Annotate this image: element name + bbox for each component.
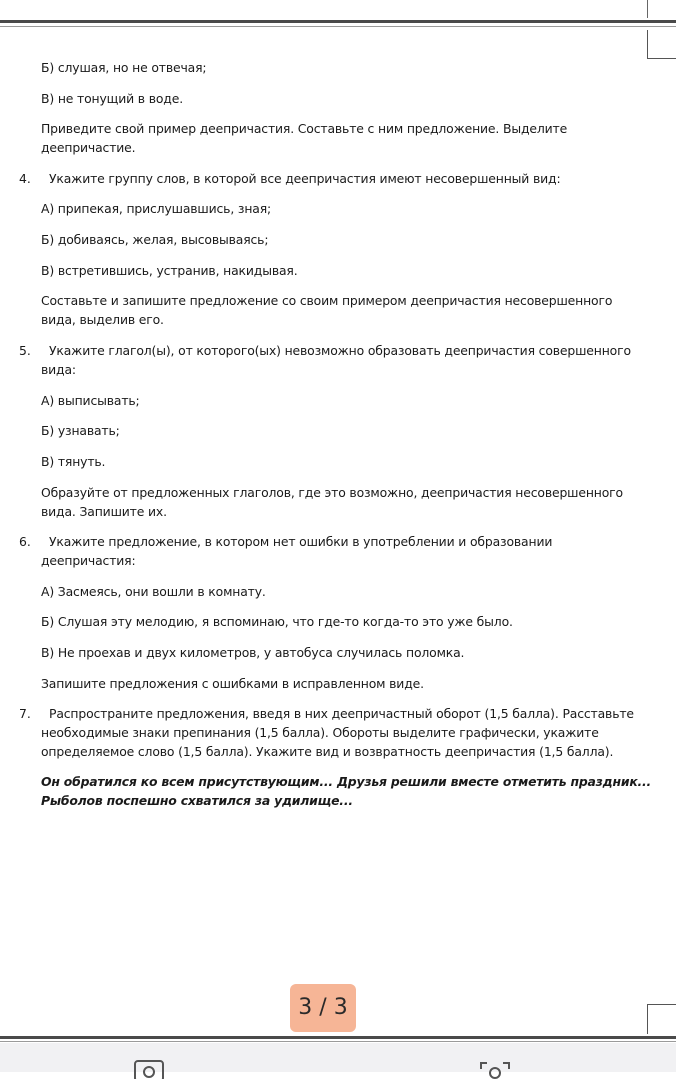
question-number: 5. bbox=[19, 343, 31, 358]
question-text: вида: bbox=[41, 362, 76, 377]
question-number: 4. bbox=[19, 171, 31, 186]
bottom-toolbar bbox=[0, 1043, 676, 1072]
option-line: А) Засмеясь, они вошли в комнату. bbox=[41, 584, 266, 599]
page-top-border-thin bbox=[0, 26, 676, 27]
question-number: 6. bbox=[19, 534, 31, 549]
option-line: А) припекая, прислушавшись, зная; bbox=[41, 201, 272, 216]
task-line: деепричастие. bbox=[41, 140, 136, 155]
page-bottom-border bbox=[0, 1036, 676, 1039]
option-line: Б) слушая, но не отвечая; bbox=[41, 60, 207, 75]
image-icon[interactable] bbox=[132, 1059, 166, 1079]
task-line: Образуйте от предложенных глаголов, где это возможно, деепричастия несовершенного bbox=[41, 485, 623, 500]
page-indicator[interactable]: 3 / 3 bbox=[290, 984, 356, 1032]
question-text: деепричастия: bbox=[41, 553, 136, 568]
page-top-border bbox=[0, 20, 676, 23]
option-line: В) Не проехав и двух километров, у автобуса случилась поломка. bbox=[41, 645, 465, 660]
option-line: А) выписывать; bbox=[41, 393, 140, 408]
page-bottom-border-thin bbox=[0, 1041, 676, 1042]
page-thumbnail-corner[interactable] bbox=[647, 30, 676, 59]
option-line: В) тянуть. bbox=[41, 454, 106, 469]
task-line: вида. Запишите их. bbox=[41, 504, 167, 519]
option-line: Б) узнавать; bbox=[41, 423, 120, 438]
page-thumbnail-corner[interactable] bbox=[647, 1004, 676, 1034]
top-divider bbox=[647, 0, 648, 18]
task-line: вида, выделив его. bbox=[41, 312, 164, 327]
task-line: Приведите свой пример деепричастия. Составьте с ним предложение. Выделите bbox=[41, 121, 568, 136]
question-text: необходимые знаки препинания (1,5 балла). Обороты выделите графически, укажите bbox=[41, 725, 599, 740]
task-line: Составьте и запишите предложение со своим примером деепричастия несовершенного bbox=[41, 293, 613, 308]
option-line: В) не тонущий в воде. bbox=[41, 91, 183, 106]
question-text: определяемое слово (1,5 балла). Укажите вид и возвратность деепричастия (1,5 балла). bbox=[41, 744, 614, 759]
question-text: Распространите предложения, введя в них деепричастный оборот (1,5 балла). Расставьте bbox=[49, 706, 634, 721]
task-line: Запишите предложения с ошибками в исправленном виде. bbox=[41, 676, 424, 691]
example-sentences: Рыболов поспешно схватился за удилище... bbox=[41, 793, 353, 808]
option-line: Б) добиваясь, желая, высовываясь; bbox=[41, 232, 269, 247]
scan-icon[interactable] bbox=[478, 1059, 512, 1079]
option-line: Б) Слушая эту мелодию, я вспоминаю, что где-то когда-то это уже было. bbox=[41, 614, 513, 629]
question-text: Укажите предложение, в котором нет ошибки в употреблении и образовании bbox=[49, 534, 553, 549]
option-line: В) встретившись, устранив, накидывая. bbox=[41, 263, 298, 278]
question-number: 7. bbox=[19, 706, 31, 721]
question-text: Укажите глагол(ы), от которого(ых) невозможно образовать деепричастия совершенного bbox=[49, 343, 631, 358]
example-sentences: Он обратился ко всем присутствующим... Друзья решили вместе отметить праздник... bbox=[41, 774, 652, 789]
question-text: Укажите группу слов, в которой все деепричастия имеют несовершенный вид: bbox=[49, 171, 561, 186]
